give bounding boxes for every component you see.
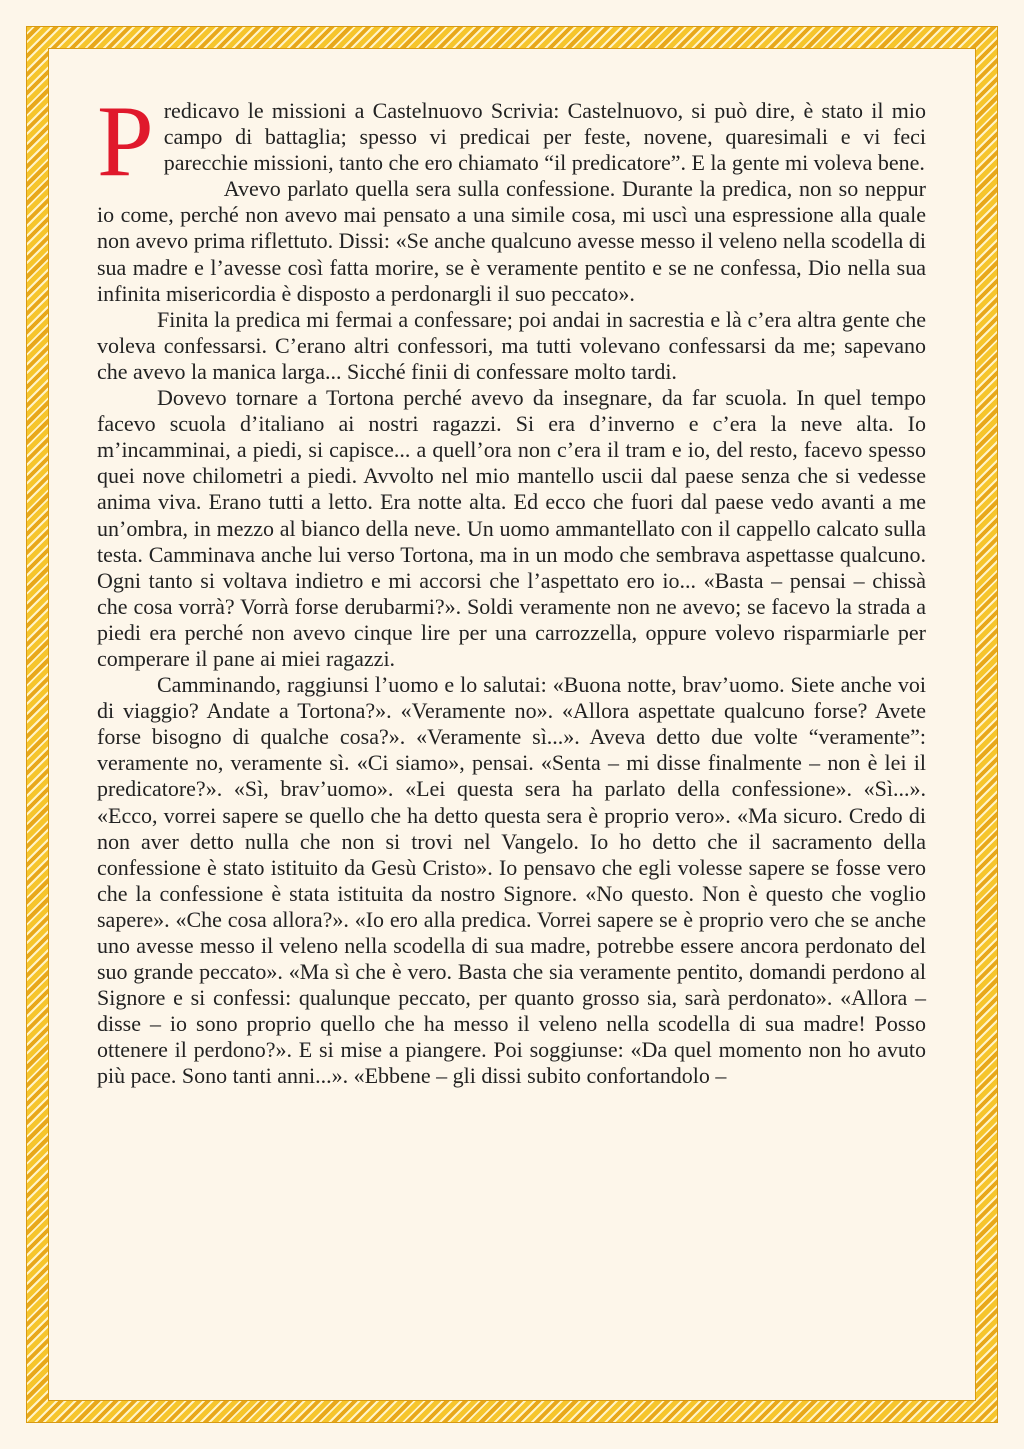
drop-cap: P xyxy=(97,85,154,198)
paragraph-1 xyxy=(97,85,926,198)
paragraph-3: Finita la predica mi fermai a confessare; poi andai in sacrestia e là c’era altra gente che voleva confessarsi. C’erano altri confessori, ma tutti volevano confessarsi da me; sapevano che avevo la manica larga... Sicché finii di confessare molto tardi. xyxy=(97,306,926,384)
paragraph-5: Camminando, raggiunsi l’uomo e lo salutai: «Buona notte, brav’uomo. Siete anche voi di viaggio? Andate a Tortona?». «Veramente no». «Allora aspettate qualcuno forse? Avete forse bisogno di qualche cosa?». «Veramente sì...». Aveva detto due volte “veramente”: veramente no, veramente sì. «Ci siamo», pensai. «Senta – mi disse finalmente – non è lei il predicatore?». «Sì, brav’uomo». «Lei questa sera ha parlato della confessione». «Sì...». «Ecco, vorrei sapere se quello che ha detto questa sera è proprio vero». «Ma sicuro. Credo di non aver detto nulla che non si trovi nel Vangelo. Io ho detto che il sacramento della confessione è stato istituito da Gesù Cristo». Io pensavo che egli volesse sapere se fosse vero che la confessione è stata istituita da nostro Signore. «No questo. Non è questo che voglio sapere». «Che cosa allora?». «Io ero alla predica. Vorrei sapere se è proprio vero che se anche uno avesse messo il veleno nella scodella di sua madre, potrebbe essere ancora perdonato del suo grande peccato». «Ma sì che è vero. Basta che sia veramente pentito, domandi perdono al Signore e si confessi: qualunque peccato, per quanto grosso sia, sarà perdonato». «Allora – disse – io sono proprio quello che ha messo il veleno nella scodella di sua madre! Posso ottenere il perdono?». E si mise a piangere. Poi soggiunse: «Da quel momento non ho avuto più pace. Sono tanti anni...». «Ebbene – gli dissi subito confortandolo – xyxy=(97,672,926,1089)
paragraph-1-text: redicavo le missioni a Castelnuovo Scrivia: Castelnuovo, si può dire, è stato il mio campo di battaglia; spesso vi predicai per feste, novene, quaresimali e vi feci parecchie missioni, tanto che ero chiamato “il predicatore”. E la gente mi voleva bene. xyxy=(163,98,926,176)
paragraph-4: Dovevo tornare a Tortona perché avevo da insegnare, da far scuola. In quel tempo facevo scuola d’italiano ai nostri ragazzi. Si era d’inverno e c’era la neve alta. Io m’incamminai, a piedi, si capisce... a quell’ora non c’era il tram e io, del resto, facevo spesso quei nove chilometri a piedi. Avvolto nel mio mantello uscii dal paese senza che si vedesse anima viva. Erano tutti a letto. Era notte alta. Ed ecco che fuori dal paese vedo avanti a me un’ombra, in mezzo al bianco della neve. Un uomo ammantellato con il cappello calcato sulla testa. Camminava anche lui verso Tortona, ma in un modo che sembrava aspettasse qualcuno. Ogni tanto si voltava indietro e mi accorsi che l’aspettato ero io... «Basta – pensai – chissà che cosa vorrà? Vorrà forse derubarmi?». Soldi veramente non ne avevo; se facevo la strada a piedi era perché non avevo cinque lire per una carrozzella, oppure volevo risparmiarle per comperare il pane ai miei ragazzi. xyxy=(97,385,926,671)
text-body xyxy=(97,85,926,1090)
paragraph-2: Avevo parlato quella sera sulla confessione. Durante la predica, non so neppur io come, perché non avevo mai pensato a una simile cosa, mi uscì una espressione alla quale non avevo prima riflettuto. Dissi: «Se anche qualcuno avesse messo il veleno nella scodella di sua madre e l’avesse così fatta morire, se è veramente pentito e se ne confessa, Dio nella sua infinita misericordia è disposto a perdonargli il suo peccato». xyxy=(97,176,926,306)
